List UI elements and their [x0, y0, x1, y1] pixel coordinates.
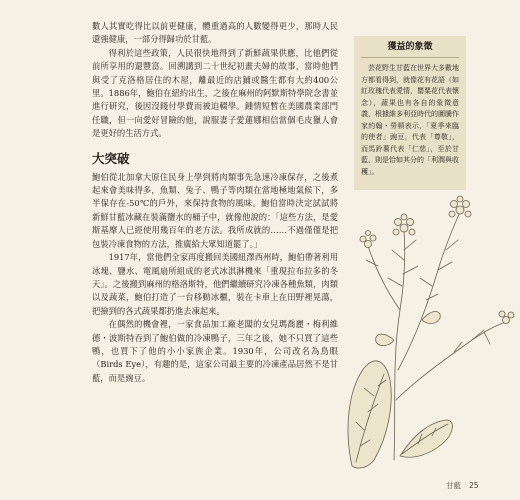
section-heading: 大突破	[92, 150, 130, 166]
paragraph: 鮑伯從北加拿大原住民身上學到將肉類事先急速冷凍保存，之後煮起來會美味得多，魚類、兔子、鴨子等肉類在當地極地氣候下，多半保存在-50℃的戶外，來保持食物的風味。鮑伯當時決定試試將新鮮甘藍冰藏在裝滿鹽水的桶子中，就像他說的：「這些方法，是愛斯基摩人已經使用幾百年的老方法。我所成就的……不過僅僅是把包裝冷凍食物的方法，推廣給大眾知道罷了。」	[92, 171, 338, 249]
cabbage-plant-icon	[334, 190, 520, 470]
running-head: 甘藍	[446, 481, 461, 490]
paragraph: 得利於這些政策，人民很快地得到了新鮮蔬果供應，比他們從前所享用的還豐富。回溯講到二十世紀初畫夫婦的故事，當時他們與受了克洛格居住的木屋，離最近的店鋪或醫生都有大約400公里。1886年，鮑伯在紐約出生，之後在麻州的阿默斯特學院念書並進行研究，後因沒錢付學費而被迫輟學。鍾情短暫在美國農業部門任職，但一向愛好冒險的他，說服妻子愛蓮娜相信當個毛皮獵人會是更好的生活方式。	[92, 47, 338, 139]
sidebar-box	[354, 36, 466, 190]
main-text-column	[92, 20, 338, 385]
paragraph: 1917年，當他們全家再度搬回美國紐澤西州時，鮑伯帶著利用冰塊、鹽水、電風扇所組成的老式冰淇淋機來「重現拉布拉多的冬天」。之後搬到麻州的格洛斯特，他們繼續研究冷凍各種魚類，肉類以及蔬菜，鮑伯打造了一台移動冰櫃，裝在卡車上在田野裡晃蕩，把撿到的各式蔬果都扔進去凍起來。	[92, 252, 338, 316]
sidebar-title: 獲益的象徵	[387, 42, 433, 52]
sidebar-text: 芸花野生甘藍在世界大多數地方都看得到，就像花有花語（如紅玫瑰代表愛情，罌粟花代表懷念），蔬果也有各自的象徵意義，根據維多利亞時代的圖騰作家約翰・勞顿表示，「夏季來臨的使者」豌豆，代表「尊敬」，而馬鈴薯代表「仁慈」，至於甘藍，則是恰如其分的「利潤與收穫」。	[361, 64, 459, 176]
paragraph: 在偶然的機會裡，一家食品加工廠老闆的女兒瑪喬麗・梅利維德・波斯特吞到了鮑伯做的冷凍鴨子，三年之後，她不只買了這些鴨，也買下了他的小小家族企業。1930年，公司改名為鳥眼（Birds Eye），有趣的是，這家公司最主要的冷凍產品居然不是甘藍，而是豌豆。	[92, 319, 338, 383]
page-number: 25	[469, 481, 479, 490]
paragraph: 數人其實吃得比以前更健康，體重過高的人數變得更少，那時人民還強健康，一部分得歸功於甘藍。	[92, 21, 338, 45]
sidebar-divider	[361, 57, 459, 58]
page-footer	[446, 480, 479, 491]
